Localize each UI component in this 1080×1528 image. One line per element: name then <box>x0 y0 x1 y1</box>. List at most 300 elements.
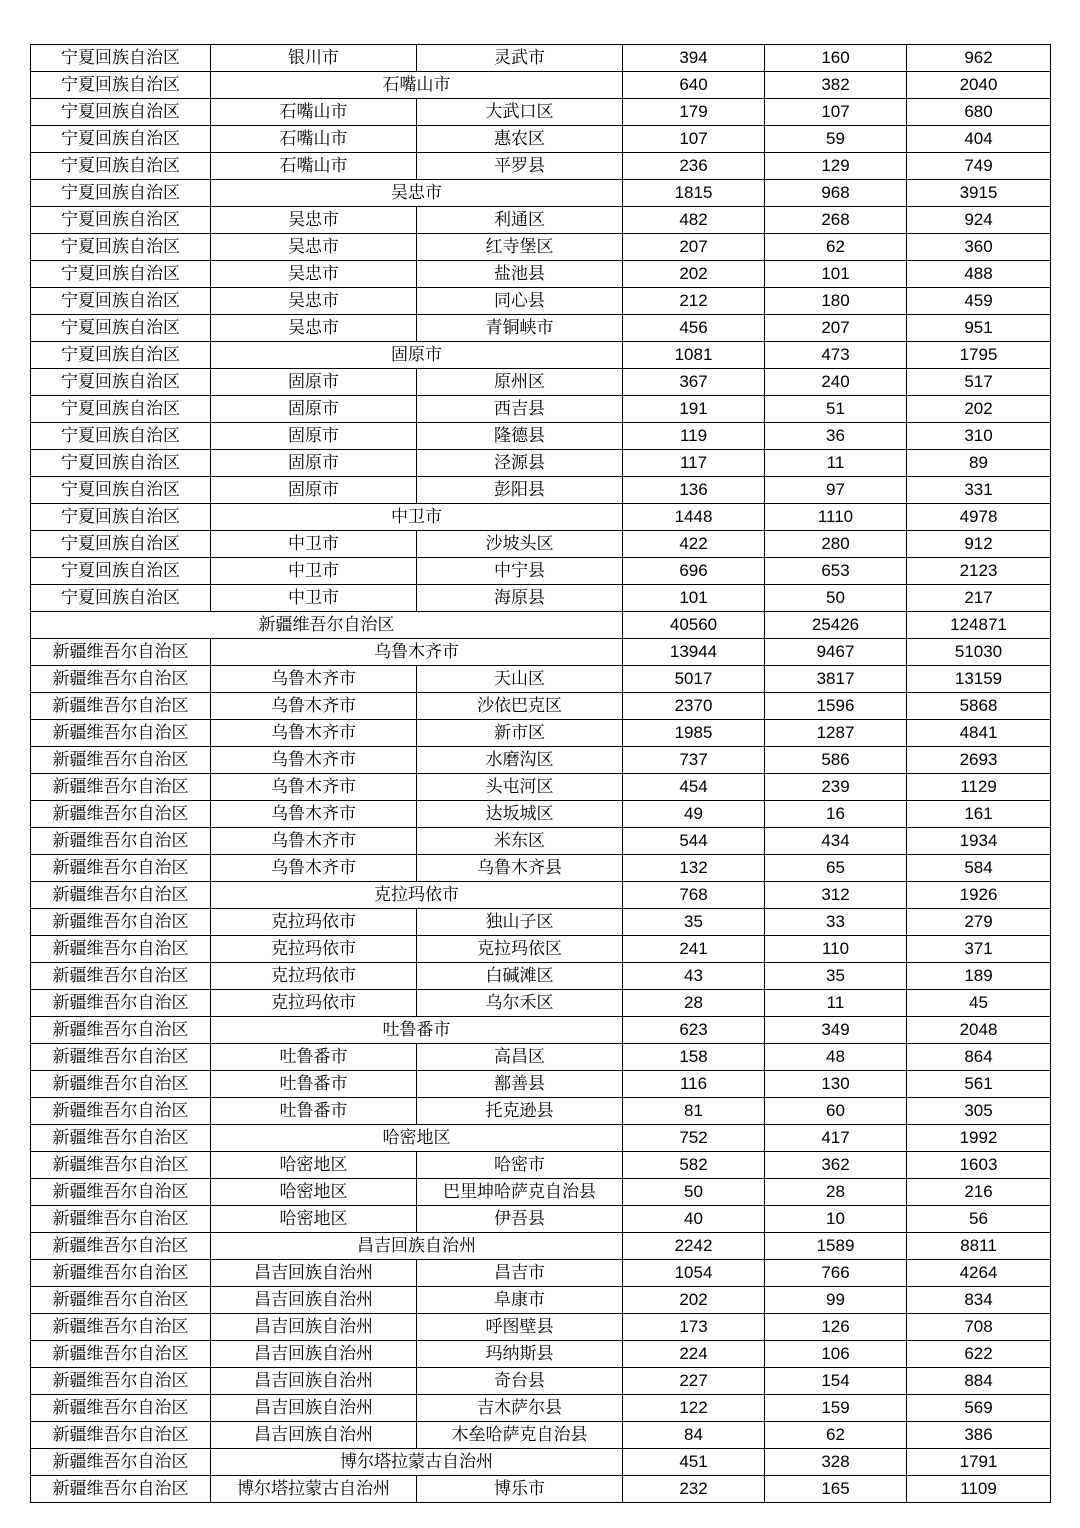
table-row <box>31 585 1051 612</box>
cell-value-3: 216 <box>907 1179 1051 1206</box>
cell-value-1: 2242 <box>623 1233 765 1260</box>
cell-district: 沙坡头区 <box>417 531 623 558</box>
cell-value-2: 328 <box>765 1449 907 1476</box>
cell-value-3: 189 <box>907 963 1051 990</box>
cell-province: 新疆维吾尔自治区 <box>31 855 211 882</box>
cell-value-3: 488 <box>907 261 1051 288</box>
cell-value-3: 2048 <box>907 1017 1051 1044</box>
cell-district: 玛纳斯县 <box>417 1341 623 1368</box>
cell-district: 新市区 <box>417 720 623 747</box>
cell-city: 乌鲁木齐市 <box>211 747 417 774</box>
cell-value-3: 89 <box>907 450 1051 477</box>
cell-city: 吴忠市 <box>211 180 623 207</box>
table-row <box>31 1233 1051 1260</box>
cell-value-3: 962 <box>907 45 1051 72</box>
cell-value-1: 132 <box>623 855 765 882</box>
cell-value-2: 107 <box>765 99 907 126</box>
cell-value-3: 279 <box>907 909 1051 936</box>
table-row <box>31 1152 1051 1179</box>
table-row <box>31 1206 1051 1233</box>
cell-value-1: 49 <box>623 801 765 828</box>
cell-city: 中卫市 <box>211 531 417 558</box>
cell-province: 新疆维吾尔自治区 <box>31 774 211 801</box>
cell-value-3: 124871 <box>907 612 1051 639</box>
cell-city: 昌吉回族自治州 <box>211 1233 623 1260</box>
cell-city: 克拉玛依市 <box>211 882 623 909</box>
cell-province: 宁夏回族自治区 <box>31 126 211 153</box>
table-row <box>31 909 1051 936</box>
cell-district: 原州区 <box>417 369 623 396</box>
cell-city: 中卫市 <box>211 585 417 612</box>
cell-city: 博尔塔拉蒙古自治州 <box>211 1449 623 1476</box>
cell-value-1: 623 <box>623 1017 765 1044</box>
cell-value-2: 59 <box>765 126 907 153</box>
cell-value-2: 16 <box>765 801 907 828</box>
cell-province: 宁夏回族自治区 <box>31 234 211 261</box>
cell-district: 乌鲁木齐县 <box>417 855 623 882</box>
cell-value-2: 62 <box>765 1422 907 1449</box>
cell-district: 中宁县 <box>417 558 623 585</box>
cell-value-2: 11 <box>765 450 907 477</box>
cell-value-3: 45 <box>907 990 1051 1017</box>
cell-city: 昌吉回族自治州 <box>211 1287 417 1314</box>
table-row <box>31 369 1051 396</box>
cell-province: 新疆维吾尔自治区 <box>31 1233 211 1260</box>
cell-province: 宁夏回族自治区 <box>31 45 211 72</box>
cell-value-2: 1589 <box>765 1233 907 1260</box>
cell-city: 固原市 <box>211 396 417 423</box>
cell-city: 吴忠市 <box>211 261 417 288</box>
table-row <box>31 828 1051 855</box>
cell-province: 新疆维吾尔自治区 <box>31 1476 211 1503</box>
cell-city: 博尔塔拉蒙古自治州 <box>211 1476 417 1503</box>
cell-value-2: 268 <box>765 207 907 234</box>
cell-value-2: 48 <box>765 1044 907 1071</box>
cell-value-2: 65 <box>765 855 907 882</box>
cell-value-2: 160 <box>765 45 907 72</box>
cell-province: 宁夏回族自治区 <box>31 288 211 315</box>
cell-province: 新疆维吾尔自治区 <box>31 666 211 693</box>
cell-province: 新疆维吾尔自治区 <box>31 936 211 963</box>
cell-value-1: 241 <box>623 936 765 963</box>
cell-district: 托克逊县 <box>417 1098 623 1125</box>
cell-district: 盐池县 <box>417 261 623 288</box>
table-row <box>31 1314 1051 1341</box>
statistics-table <box>30 44 1051 1503</box>
cell-value-1: 43 <box>623 963 765 990</box>
cell-value-3: 51030 <box>907 639 1051 666</box>
cell-province: 宁夏回族自治区 <box>31 72 211 99</box>
cell-city: 哈密地区 <box>211 1152 417 1179</box>
cell-district: 青铜峡市 <box>417 315 623 342</box>
table-row <box>31 1044 1051 1071</box>
cell-province: 宁夏回族自治区 <box>31 207 211 234</box>
cell-value-2: 312 <box>765 882 907 909</box>
table-row <box>31 423 1051 450</box>
cell-value-2: 110 <box>765 936 907 963</box>
cell-city: 克拉玛依市 <box>211 990 417 1017</box>
cell-value-3: 834 <box>907 1287 1051 1314</box>
cell-city: 克拉玛依市 <box>211 909 417 936</box>
cell-province: 新疆维吾尔自治区 <box>31 1017 211 1044</box>
cell-value-1: 1815 <box>623 180 765 207</box>
cell-value-3: 56 <box>907 1206 1051 1233</box>
cell-city: 乌鲁木齐市 <box>211 666 417 693</box>
cell-value-2: 766 <box>765 1260 907 1287</box>
table-row <box>31 153 1051 180</box>
cell-value-1: 236 <box>623 153 765 180</box>
cell-city: 昌吉回族自治州 <box>211 1314 417 1341</box>
cell-province: 宁夏回族自治区 <box>31 99 211 126</box>
cell-value-1: 454 <box>623 774 765 801</box>
cell-value-2: 36 <box>765 423 907 450</box>
cell-city: 吐鲁番市 <box>211 1044 417 1071</box>
cell-value-2: 28 <box>765 1179 907 1206</box>
cell-value-1: 1054 <box>623 1260 765 1287</box>
table-row <box>31 1287 1051 1314</box>
cell-city: 乌鲁木齐市 <box>211 639 623 666</box>
cell-value-3: 459 <box>907 288 1051 315</box>
cell-district: 伊吾县 <box>417 1206 623 1233</box>
cell-province: 宁夏回族自治区 <box>31 558 211 585</box>
cell-district: 西吉县 <box>417 396 623 423</box>
cell-city: 乌鲁木齐市 <box>211 720 417 747</box>
cell-district: 大武口区 <box>417 99 623 126</box>
cell-province: 新疆维吾尔自治区 <box>31 882 211 909</box>
cell-district: 灵武市 <box>417 45 623 72</box>
cell-city: 昌吉回族自治州 <box>211 1341 417 1368</box>
cell-district: 达坂城区 <box>417 801 623 828</box>
cell-province: 新疆维吾尔自治区 <box>31 1044 211 1071</box>
table-row <box>31 288 1051 315</box>
cell-value-2: 106 <box>765 1341 907 1368</box>
cell-city: 哈密地区 <box>211 1125 623 1152</box>
table-row <box>31 1422 1051 1449</box>
cell-value-3: 749 <box>907 153 1051 180</box>
table-row <box>31 126 1051 153</box>
cell-value-2: 417 <box>765 1125 907 1152</box>
cell-value-2: 1596 <box>765 693 907 720</box>
cell-value-1: 101 <box>623 585 765 612</box>
cell-district: 天山区 <box>417 666 623 693</box>
cell-value-1: 40 <box>623 1206 765 1233</box>
cell-value-1: 81 <box>623 1098 765 1125</box>
table-row <box>31 963 1051 990</box>
table-row <box>31 45 1051 72</box>
cell-district: 隆德县 <box>417 423 623 450</box>
cell-province: 宁夏回族自治区 <box>31 477 211 504</box>
cell-province: 宁夏回族自治区 <box>31 504 211 531</box>
cell-value-1: 50 <box>623 1179 765 1206</box>
cell-city: 乌鲁木齐市 <box>211 828 417 855</box>
cell-value-1: 5017 <box>623 666 765 693</box>
cell-value-2: 1110 <box>765 504 907 531</box>
table-row <box>31 1341 1051 1368</box>
table-row <box>31 72 1051 99</box>
cell-value-3: 884 <box>907 1368 1051 1395</box>
cell-province: 新疆维吾尔自治区 <box>31 1368 211 1395</box>
cell-district: 阜康市 <box>417 1287 623 1314</box>
cell-district: 海原县 <box>417 585 623 612</box>
table-row <box>31 1476 1051 1503</box>
cell-district: 呼图壁县 <box>417 1314 623 1341</box>
cell-district: 吉木萨尔县 <box>417 1395 623 1422</box>
cell-value-1: 752 <box>623 1125 765 1152</box>
table-row <box>31 1125 1051 1152</box>
table-row <box>31 342 1051 369</box>
cell-value-3: 1934 <box>907 828 1051 855</box>
cell-province: 新疆维吾尔自治区 <box>31 1206 211 1233</box>
table-row <box>31 639 1051 666</box>
table-row <box>31 99 1051 126</box>
cell-value-3: 217 <box>907 585 1051 612</box>
cell-value-3: 4841 <box>907 720 1051 747</box>
cell-value-3: 912 <box>907 531 1051 558</box>
cell-province: 新疆维吾尔自治区 <box>31 747 211 774</box>
cell-value-3: 1603 <box>907 1152 1051 1179</box>
cell-value-3: 584 <box>907 855 1051 882</box>
cell-value-1: 84 <box>623 1422 765 1449</box>
cell-value-3: 864 <box>907 1044 1051 1071</box>
cell-value-3: 8811 <box>907 1233 1051 1260</box>
cell-value-3: 1791 <box>907 1449 1051 1476</box>
cell-value-2: 207 <box>765 315 907 342</box>
cell-value-2: 968 <box>765 180 907 207</box>
cell-district: 木垒哈萨克自治县 <box>417 1422 623 1449</box>
cell-province: 宁夏回族自治区 <box>31 396 211 423</box>
cell-value-2: 362 <box>765 1152 907 1179</box>
cell-value-2: 10 <box>765 1206 907 1233</box>
cell-value-2: 159 <box>765 1395 907 1422</box>
cell-value-3: 13159 <box>907 666 1051 693</box>
cell-province: 新疆维吾尔自治区 <box>31 1260 211 1287</box>
table-row <box>31 180 1051 207</box>
cell-value-1: 768 <box>623 882 765 909</box>
cell-value-1: 224 <box>623 1341 765 1368</box>
cell-value-1: 451 <box>623 1449 765 1476</box>
cell-city: 乌鲁木齐市 <box>211 774 417 801</box>
cell-value-2: 97 <box>765 477 907 504</box>
cell-city: 固原市 <box>211 342 623 369</box>
table-row <box>31 1368 1051 1395</box>
cell-value-1: 40560 <box>623 612 765 639</box>
cell-value-1: 1448 <box>623 504 765 531</box>
cell-value-2: 62 <box>765 234 907 261</box>
table-row <box>31 261 1051 288</box>
cell-city: 乌鲁木齐市 <box>211 801 417 828</box>
cell-province: 新疆维吾尔自治区 <box>31 720 211 747</box>
cell-province: 宁夏回族自治区 <box>31 423 211 450</box>
cell-district: 米东区 <box>417 828 623 855</box>
cell-value-1: 207 <box>623 234 765 261</box>
cell-value-2: 9467 <box>765 639 907 666</box>
cell-value-3: 331 <box>907 477 1051 504</box>
cell-province: 新疆维吾尔自治区 <box>31 828 211 855</box>
cell-value-2: 239 <box>765 774 907 801</box>
cell-value-3: 680 <box>907 99 1051 126</box>
cell-value-3: 371 <box>907 936 1051 963</box>
cell-city: 固原市 <box>211 423 417 450</box>
cell-value-1: 582 <box>623 1152 765 1179</box>
cell-value-2: 99 <box>765 1287 907 1314</box>
cell-value-3: 1109 <box>907 1476 1051 1503</box>
cell-value-1: 191 <box>623 396 765 423</box>
table-row <box>31 882 1051 909</box>
cell-value-2: 51 <box>765 396 907 423</box>
cell-district: 水磨沟区 <box>417 747 623 774</box>
cell-province: 新疆维吾尔自治区 <box>31 612 623 639</box>
cell-value-1: 107 <box>623 126 765 153</box>
cell-district: 同心县 <box>417 288 623 315</box>
table-row <box>31 720 1051 747</box>
cell-province: 新疆维吾尔自治区 <box>31 1449 211 1476</box>
cell-city: 中卫市 <box>211 558 417 585</box>
cell-city: 吴忠市 <box>211 234 417 261</box>
cell-province: 新疆维吾尔自治区 <box>31 639 211 666</box>
cell-value-2: 50 <box>765 585 907 612</box>
cell-city: 哈密地区 <box>211 1206 417 1233</box>
cell-value-2: 25426 <box>765 612 907 639</box>
cell-city: 昌吉回族自治州 <box>211 1260 417 1287</box>
cell-province: 宁夏回族自治区 <box>31 315 211 342</box>
cell-value-3: 951 <box>907 315 1051 342</box>
cell-value-3: 4978 <box>907 504 1051 531</box>
cell-city: 石嘴山市 <box>211 72 623 99</box>
cell-district: 头屯河区 <box>417 774 623 801</box>
cell-value-1: 28 <box>623 990 765 1017</box>
cell-province: 新疆维吾尔自治区 <box>31 1422 211 1449</box>
cell-district: 白碱滩区 <box>417 963 623 990</box>
cell-city: 石嘴山市 <box>211 126 417 153</box>
table-row <box>31 936 1051 963</box>
cell-value-1: 544 <box>623 828 765 855</box>
cell-value-1: 456 <box>623 315 765 342</box>
cell-district: 克拉玛依区 <box>417 936 623 963</box>
table-row <box>31 1179 1051 1206</box>
cell-value-2: 126 <box>765 1314 907 1341</box>
table-row <box>31 666 1051 693</box>
cell-value-1: 173 <box>623 1314 765 1341</box>
cell-district: 巴里坤哈萨克自治县 <box>417 1179 623 1206</box>
cell-value-1: 2370 <box>623 693 765 720</box>
cell-province: 新疆维吾尔自治区 <box>31 1152 211 1179</box>
cell-value-1: 696 <box>623 558 765 585</box>
cell-value-1: 232 <box>623 1476 765 1503</box>
cell-value-2: 349 <box>765 1017 907 1044</box>
cell-city: 中卫市 <box>211 504 623 531</box>
cell-city: 吴忠市 <box>211 207 417 234</box>
cell-value-2: 35 <box>765 963 907 990</box>
cell-province: 宁夏回族自治区 <box>31 153 211 180</box>
cell-district: 沙依巴克区 <box>417 693 623 720</box>
cell-value-1: 422 <box>623 531 765 558</box>
table-row <box>31 990 1051 1017</box>
cell-value-3: 4264 <box>907 1260 1051 1287</box>
cell-value-3: 360 <box>907 234 1051 261</box>
cell-district: 惠农区 <box>417 126 623 153</box>
cell-value-1: 202 <box>623 261 765 288</box>
cell-province: 新疆维吾尔自治区 <box>31 963 211 990</box>
cell-city: 石嘴山市 <box>211 99 417 126</box>
cell-value-2: 101 <box>765 261 907 288</box>
cell-value-3: 2123 <box>907 558 1051 585</box>
cell-value-2: 165 <box>765 1476 907 1503</box>
table-row <box>31 1017 1051 1044</box>
table-row <box>31 612 1051 639</box>
cell-value-1: 640 <box>623 72 765 99</box>
cell-value-1: 394 <box>623 45 765 72</box>
cell-value-1: 119 <box>623 423 765 450</box>
cell-value-1: 737 <box>623 747 765 774</box>
cell-province: 宁夏回族自治区 <box>31 261 211 288</box>
cell-city: 吐鲁番市 <box>211 1017 623 1044</box>
cell-value-1: 158 <box>623 1044 765 1071</box>
table-row <box>31 774 1051 801</box>
cell-district: 红寺堡区 <box>417 234 623 261</box>
cell-city: 固原市 <box>211 477 417 504</box>
cell-province: 宁夏回族自治区 <box>31 450 211 477</box>
cell-district: 鄯善县 <box>417 1071 623 1098</box>
table-row <box>31 234 1051 261</box>
cell-value-1: 35 <box>623 909 765 936</box>
cell-value-3: 561 <box>907 1071 1051 1098</box>
cell-value-3: 622 <box>907 1341 1051 1368</box>
cell-district: 奇台县 <box>417 1368 623 1395</box>
cell-value-3: 2693 <box>907 747 1051 774</box>
cell-value-1: 202 <box>623 1287 765 1314</box>
cell-value-1: 227 <box>623 1368 765 1395</box>
cell-value-3: 1795 <box>907 342 1051 369</box>
cell-district: 利通区 <box>417 207 623 234</box>
cell-value-1: 136 <box>623 477 765 504</box>
cell-province: 新疆维吾尔自治区 <box>31 1395 211 1422</box>
cell-value-3: 569 <box>907 1395 1051 1422</box>
cell-district: 博乐市 <box>417 1476 623 1503</box>
cell-value-2: 653 <box>765 558 907 585</box>
cell-district: 哈密市 <box>417 1152 623 1179</box>
table-row <box>31 396 1051 423</box>
cell-value-1: 212 <box>623 288 765 315</box>
cell-value-2: 434 <box>765 828 907 855</box>
cell-value-2: 3817 <box>765 666 907 693</box>
cell-value-2: 129 <box>765 153 907 180</box>
table-row <box>31 1395 1051 1422</box>
table-row <box>31 1449 1051 1476</box>
cell-value-3: 1129 <box>907 774 1051 801</box>
cell-district: 平罗县 <box>417 153 623 180</box>
cell-value-2: 280 <box>765 531 907 558</box>
table-row <box>31 1071 1051 1098</box>
cell-province: 宁夏回族自治区 <box>31 531 211 558</box>
cell-city: 固原市 <box>211 369 417 396</box>
cell-district: 独山子区 <box>417 909 623 936</box>
cell-city: 固原市 <box>211 450 417 477</box>
cell-province: 新疆维吾尔自治区 <box>31 1341 211 1368</box>
cell-city: 克拉玛依市 <box>211 963 417 990</box>
cell-value-3: 1926 <box>907 882 1051 909</box>
cell-value-2: 382 <box>765 72 907 99</box>
cell-city: 吴忠市 <box>211 315 417 342</box>
table-row <box>31 855 1051 882</box>
cell-province: 宁夏回族自治区 <box>31 585 211 612</box>
cell-province: 新疆维吾尔自治区 <box>31 1125 211 1152</box>
cell-province: 宁夏回族自治区 <box>31 180 211 207</box>
cell-province: 宁夏回族自治区 <box>31 342 211 369</box>
cell-value-2: 586 <box>765 747 907 774</box>
cell-value-3: 517 <box>907 369 1051 396</box>
cell-city: 银川市 <box>211 45 417 72</box>
cell-city: 吐鲁番市 <box>211 1098 417 1125</box>
